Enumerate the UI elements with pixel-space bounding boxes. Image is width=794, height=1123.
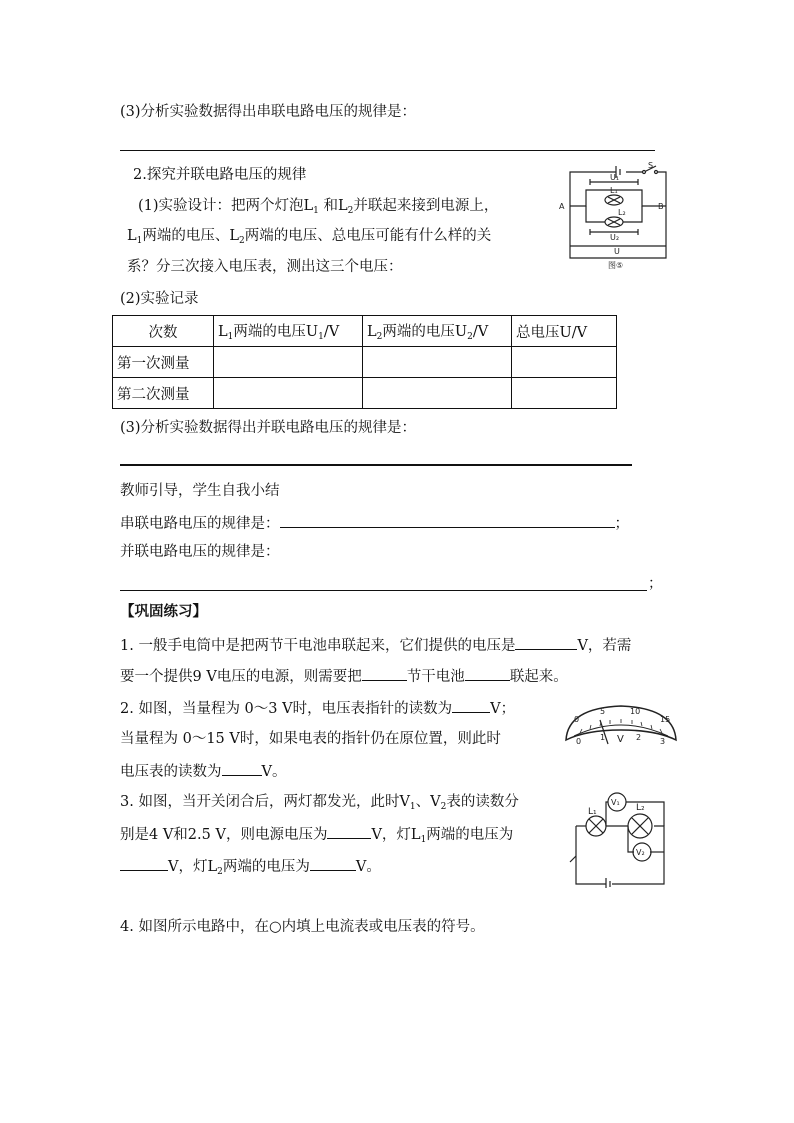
voltmeter-v2-label: V₂ [636,848,645,857]
summary-series: 串联电路电压的规律是： ； [120,512,629,534]
record-title: (2)实验记录 [120,291,199,307]
summary-parallel: 并联电路电压的规律是： [120,544,280,560]
u-label: U [614,247,620,256]
question-3-line-3: V，灯$L_2$两端的电压为 V。 [120,855,381,882]
dial-tick-top: 0 [574,715,580,724]
dial-tick-top: 10 [630,707,641,716]
answer-line [120,464,632,466]
answer-blank[interactable] [120,855,168,871]
figure-caption: 图⑤ [608,261,624,270]
table-cell[interactable] [214,378,363,409]
summary-title: 教师引导，学生自我小结 [120,483,280,499]
row-second-label: 第二次测量 [113,378,214,409]
question-3-line-2: 别是4 V和2.5 V，则电源电压为 V，灯$L_1$两端的电压为 [120,823,513,850]
answer-blank[interactable] [515,634,577,650]
table-cell[interactable] [363,347,512,378]
table-cell[interactable] [512,378,617,409]
table-cell[interactable] [363,378,512,409]
question-4: 4. 如图所示电路中，在○内填上电流表或电压表的符号。 [120,919,485,935]
table-cell[interactable] [214,347,363,378]
question-3-line-1: 3. 如图，当开关闭合后，两灯都发光，此时$V_1$、$V_2$表的读数分 [120,794,519,812]
switch-label: S [648,161,654,170]
practice-heading: 【巩固练习】 [120,603,207,620]
parallel-rule-question: (3)分析实验数据得出并联电路电压的规律是： [120,420,417,436]
answer-blank[interactable] [465,665,510,681]
question-2-line-2: 当量程为 0～15 V时，如果电表的指针仍在原位置，则此时 [120,731,501,747]
dial-tick-bottom: 0 [576,737,582,746]
answer-line [120,150,655,151]
u1-label: U₁ [610,173,620,182]
answer-blank[interactable] [327,823,371,839]
design-line-3: 系？分三次接入电压表，测出这三个电压： [127,259,403,275]
header-l2-voltage: $L_2$两端的电压$U_2/V$ [363,316,512,347]
question-2-line-3: 电压表的读数为 V。 [120,760,286,782]
question-1-line-2: 要一个提供9 V电压的电源，则需要把 节干电池 联起来。 [120,665,568,687]
semicolon: ； [648,576,663,592]
table-cell[interactable] [512,347,617,378]
dial-tick-top: 15 [660,715,671,724]
dial-tick-bottom: 1 [600,733,606,742]
lamp-l2-label: L₂ [636,803,645,813]
u2-label: U₂ [610,233,620,242]
dial-tick-top: 5 [600,707,606,716]
design-line-2: $L_1$两端的电压、$L_2$两端的电压、总电压可能有什么样的关 [127,228,492,246]
section-heading: 2.探究并联电路电压的规律 [133,167,307,183]
l2-label: L₂ [618,208,626,217]
dial-tick-bottom: 2 [636,733,642,742]
answer-blank[interactable] [310,855,356,871]
dial-tick-bottom: 3 [660,737,666,746]
series-circuit-figure [566,792,670,888]
answer-blank[interactable] [222,760,262,776]
answer-blank[interactable] [452,697,490,713]
header-total-voltage: 总电压U/V [512,316,617,347]
voltmeter-dial-figure [560,700,682,758]
parallel-circuit-figure [556,160,672,272]
answer-blank[interactable] [362,665,407,681]
design-line-1: (1)实验设计：把两个灯泡$L_1$ 和$L_2$并联起来接到电源上， [138,198,499,216]
header-l1-voltage: $L_1$两端的电压$U_1/V$ [214,316,363,347]
l1-label: L₁ [610,186,618,195]
answer-line[interactable] [120,590,647,591]
voltmeter-v1-label: V₁ [611,798,620,807]
lamp-l1-label: L₁ [588,807,597,817]
question-1-line-1: 1. 一般手电筒中是把两节干电池串联起来，它们提供的电压是 V，若需 [120,634,631,656]
dial-v-label: V [617,734,624,745]
header-count: 次数 [113,316,214,347]
a-label: A [559,202,565,211]
row-first-label: 第一次测量 [113,347,214,378]
question-2-line-1: 2. 如图，当量程为 0～3 V时，电压表指针的读数为 V； [120,697,515,719]
answer-blank[interactable] [280,512,615,528]
record-table [112,315,617,409]
series-rule-question: (3)分析实验数据得出串联电路电压的规律是： [120,104,417,120]
b-label: B [658,202,664,211]
